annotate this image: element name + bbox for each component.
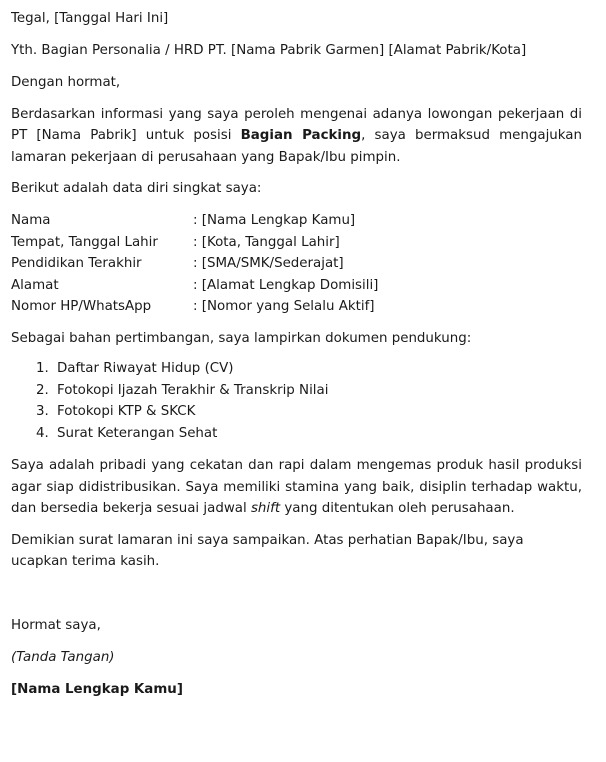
list-text: Surat Keterangan Sehat — [57, 426, 218, 442]
list-item — [11, 423, 582, 445]
data-label: Alamat — [11, 277, 59, 293]
data-label: Tempat, Tanggal Lahir — [11, 234, 158, 250]
list-text: Daftar Riwayat Hidup (CV) — [57, 361, 234, 377]
data-value: : [Nomor yang Selalu Aktif] — [193, 298, 375, 314]
data-row-ttl — [11, 232, 582, 253]
data-intro: Berikut adalah data diri singkat saya: — [11, 181, 262, 197]
place-date: Tegal, [Tanggal Hari Ini] — [11, 11, 169, 26]
attachments-intro: Sebagai bahan pertimbangan, saya lampirkan dokumen pendukung: — [11, 330, 472, 346]
list-item — [11, 358, 582, 380]
recipient-line: Yth. Bagian Personalia / HRD PT. [Nama Pabrik Garmen] [Alamat Pabrik/Kota] — [11, 42, 527, 58]
qualities-text-2: yang ditentukan oleh perusahaan. — [280, 500, 515, 516]
signer-name: [Nama Lengkap Kamu] — [11, 681, 183, 697]
list-number: 2. — [36, 382, 49, 398]
list-text: Fotokopi Ijazah Terakhir & Transkrip Nilai — [57, 382, 329, 398]
signature-placeholder: (Tanda Tangan) — [11, 649, 115, 665]
salutation: Dengan hormat, — [11, 74, 121, 90]
data-value: : [SMA/SMK/Sederajat] — [193, 256, 344, 272]
list-item — [11, 401, 582, 423]
intro-paragraph — [11, 104, 582, 168]
shift-term: shift — [250, 500, 281, 516]
data-label: Pendidikan Terakhir — [11, 256, 142, 272]
letter-document — [11, 8, 582, 700]
data-row-pendidikan — [11, 253, 582, 274]
data-row-nomor-hp — [11, 296, 582, 317]
list-item — [11, 380, 582, 402]
closing-paragraph: Demikian surat lamaran ini saya sampaikan. Atas perhatian Bapak/Ibu, saya ucapkan terima kasih. — [11, 532, 524, 570]
data-value: : [Nama Lengkap Kamu] — [193, 213, 356, 229]
data-value: : [Kota, Tanggal Lahir] — [193, 234, 340, 250]
list-number: 4. — [36, 426, 49, 442]
qualities-text-1: Saya adalah pribadi yang cekatan dan rapi dalam mengemas produk hasil produksi agar siap didistribusikan. Saya memiliki stamina yang baik, disiplin terhadap waktu, dan bersedia bekerja sesuai jadwal — [11, 458, 582, 516]
qualities-paragraph — [11, 455, 582, 519]
data-row-alamat — [11, 275, 582, 296]
data-value: : [Alamat Lengkap Domisili] — [193, 277, 379, 293]
regards: Hormat saya, — [11, 617, 101, 633]
list-text: Fotokopi KTP & SKCK — [57, 404, 196, 420]
data-row-nama — [11, 210, 582, 231]
intro-text-2: , saya bermaksud mengajukan lamaran pekerjaan di perusahaan yang Bapak/Ibu pimpin. — [11, 128, 582, 165]
data-label: Nomor HP/WhatsApp — [11, 298, 152, 314]
list-number: 1. — [36, 361, 49, 377]
position-name: Bagian Packing — [240, 128, 362, 144]
personal-data-table — [11, 210, 582, 317]
data-label: Nama — [11, 213, 51, 229]
intro-text-1: Berdasarkan informasi yang saya peroleh mengenai adanya lowongan pekerjaan di PT [Nama Pabrik] untuk posisi — [11, 106, 582, 144]
attachments-list — [11, 358, 582, 444]
list-number: 3. — [36, 404, 49, 420]
